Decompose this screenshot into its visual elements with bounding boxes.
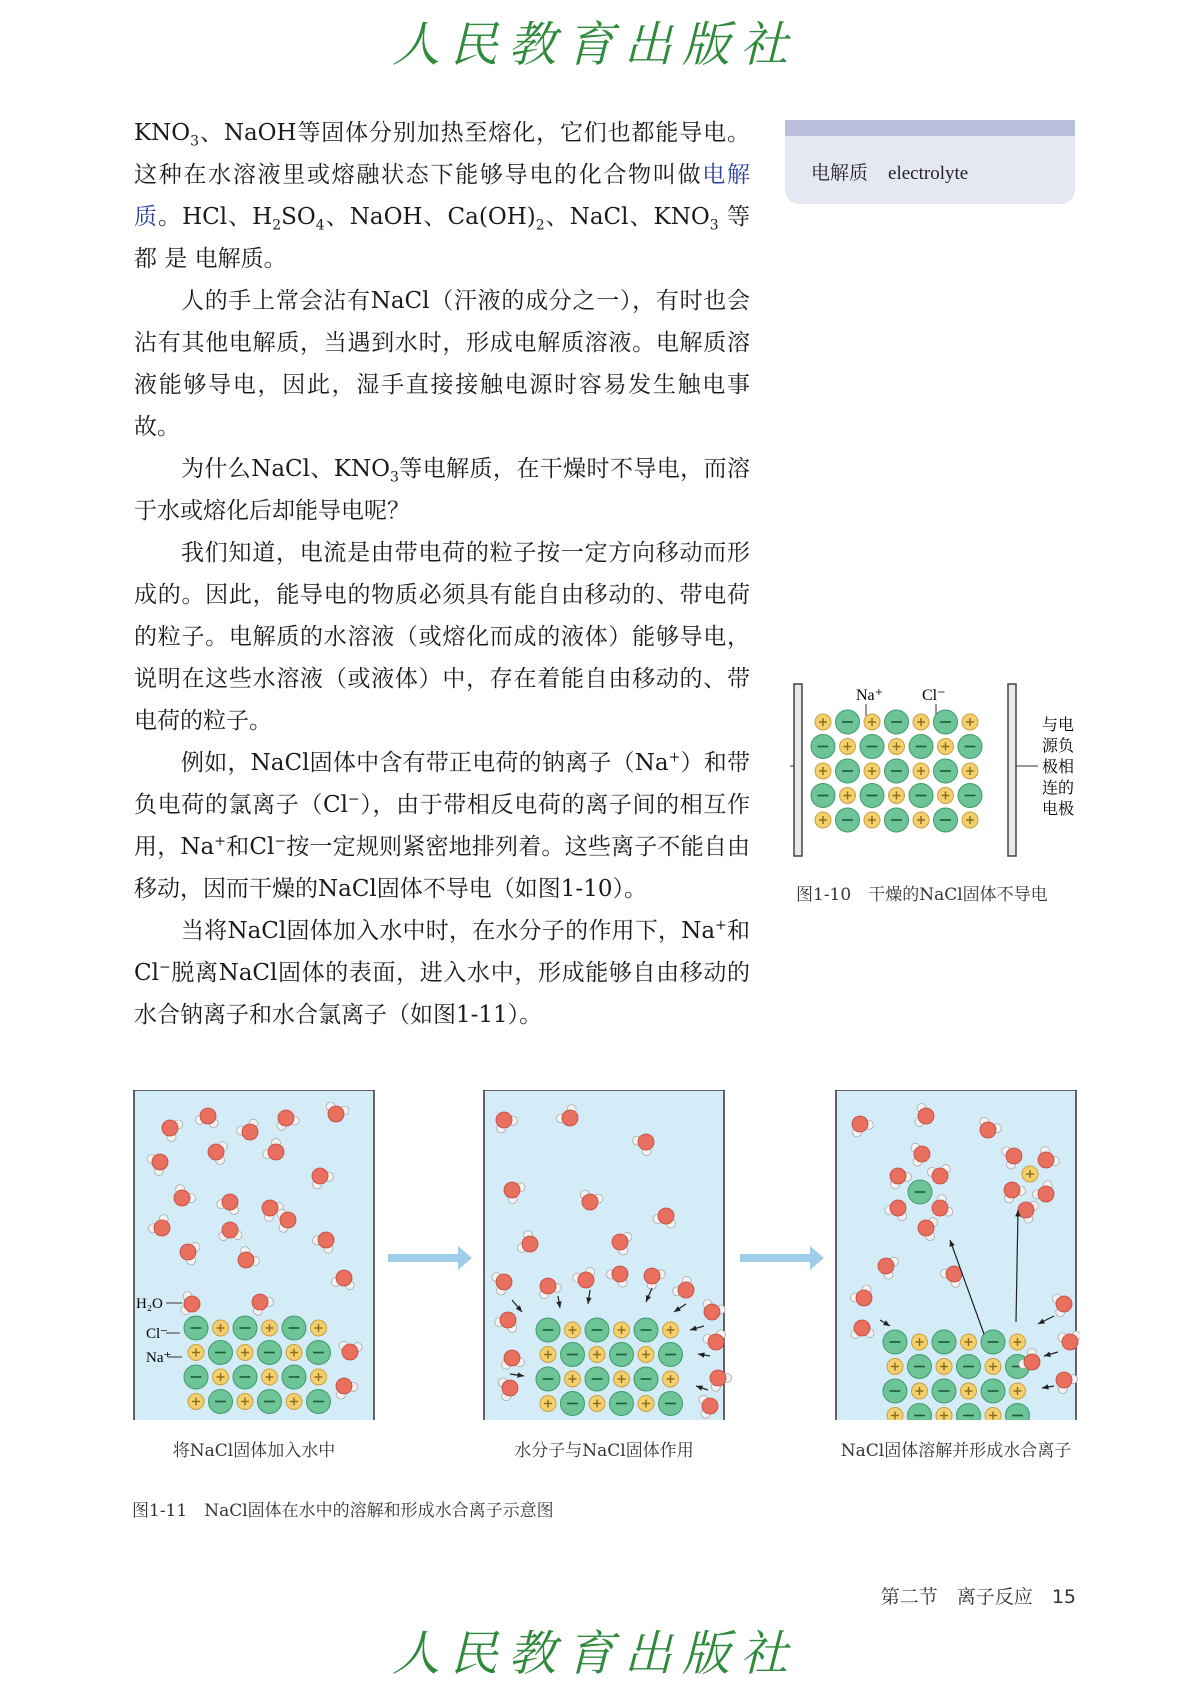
oxygen-atom [918, 1108, 934, 1124]
oxygen-atom [1056, 1296, 1072, 1312]
oxygen-atom [856, 1290, 872, 1306]
oxygen-atom [500, 1312, 516, 1328]
paragraph [134, 742, 750, 910]
oxygen-atom [328, 1106, 344, 1122]
oxygen-atom [312, 1168, 328, 1184]
body-text [134, 112, 750, 1036]
arrow-2 [740, 1246, 824, 1270]
oxygen-atom [578, 1272, 594, 1288]
text-run: 等 都 是 电解质。 [134, 204, 750, 272]
figure-1-11 [120, 1090, 1080, 1470]
oxygen-atom [946, 1266, 962, 1282]
oxygen-atom [152, 1154, 168, 1170]
glossary-entry [811, 158, 968, 185]
oxygen-atom [1006, 1148, 1022, 1164]
oxygen-atom [852, 1116, 868, 1132]
text-run: 当将NaCl固体加入水中时，在水分子的作用下，Na [181, 918, 716, 944]
paragraph [134, 112, 750, 280]
oxygen-atom [522, 1236, 538, 1252]
figure-1-10-caption: 图1-10 干燥的NaCl固体不导电 [796, 885, 1048, 905]
text-run: SO [281, 204, 316, 230]
oxygen-atom [1062, 1334, 1078, 1350]
oxygen-atom [1038, 1186, 1054, 1202]
oxygen-atom [336, 1270, 352, 1286]
text-run: + [668, 749, 681, 766]
oxygen-atom [980, 1122, 996, 1138]
right-label-line: 连的 [1042, 778, 1075, 797]
oxygen-atom [708, 1334, 724, 1350]
oxygen-atom [252, 1294, 268, 1310]
oxygen-atom [174, 1190, 190, 1206]
page-number: 15 [1051, 1586, 1076, 1608]
oxygen-atom [262, 1200, 278, 1216]
oxygen-atom [222, 1222, 238, 1238]
oxygen-atom [502, 1380, 518, 1396]
text-run: ）和带负电荷的氯离子（Cl [134, 750, 750, 818]
oxygen-atom [702, 1398, 718, 1414]
oxygen-atom [914, 1146, 930, 1162]
oxygen-atom [582, 1194, 598, 1210]
right-label-line: 与电 [1042, 715, 1075, 734]
text-run: − [348, 791, 360, 808]
oxygen-atom [890, 1168, 906, 1184]
oxygen-atom [208, 1144, 224, 1160]
text-run: 3 [190, 133, 200, 150]
right-label-line: 源负 [1042, 736, 1075, 755]
text-run: 例如，NaCl固体中含有带正电荷的钠离子（Na [181, 750, 669, 776]
right-electrode-label [1042, 715, 1074, 818]
oxygen-atom [222, 1194, 238, 1210]
paragraph [134, 910, 750, 1036]
text-run: + [715, 917, 727, 934]
publisher-logo-top: 人民教育出版社 [391, 17, 798, 73]
oxygen-atom [184, 1296, 200, 1312]
text-run: 和Cl [134, 918, 751, 986]
right-label-line: 极相 [1042, 757, 1075, 776]
text-run: 按一定规则紧密地排列着。这些离子不能自由移动，因而干燥的NaCl固体不导电（如图1-10）。 [134, 834, 750, 902]
label-h2o: H₂O [136, 1296, 163, 1312]
oxygen-atom [932, 1168, 948, 1184]
text-run: − [274, 833, 287, 850]
panel-1-caption: 将NaCl固体加入水中 [172, 1441, 336, 1461]
oxygen-atom [612, 1234, 628, 1250]
text-run: 3 [389, 469, 399, 486]
oxygen-atom [658, 1208, 674, 1224]
paragraph [134, 532, 750, 742]
oxygen-atom [1056, 1372, 1072, 1388]
text-run: 为什么NaCl、KNO [181, 456, 390, 482]
label-cl: Cl⁻ [922, 687, 946, 704]
label-na: Na⁺ [146, 1350, 172, 1366]
page-footer [881, 1582, 1076, 1609]
negative-electrode [1008, 684, 1016, 856]
oxygen-atom [918, 1220, 934, 1236]
oxygen-atom [638, 1134, 654, 1150]
oxygen-atom [200, 1108, 216, 1124]
text-run: 、NaOH等固体分别加热至熔化，它们也都能导电。这种在水溶液里或熔融状态下能够导电的化合物叫做 [134, 120, 750, 188]
oxygen-atom [854, 1320, 870, 1336]
oxygen-atom [242, 1124, 258, 1140]
text-run: 3 [709, 217, 719, 234]
figure-1-10 [790, 680, 1090, 920]
text-run: KNO [134, 120, 191, 146]
oxygen-atom [644, 1268, 660, 1284]
text-run: 4 [315, 217, 325, 234]
oxygen-atom [562, 1110, 578, 1126]
figure-1-11-drawing [120, 1090, 1080, 1420]
oxygen-atom [318, 1232, 334, 1248]
term-highlight: 电解质 [134, 162, 751, 230]
oxygen-atom [162, 1120, 178, 1136]
oxygen-atom [1018, 1202, 1034, 1218]
oxygen-atom [1004, 1182, 1020, 1198]
oxygen-atom [890, 1200, 906, 1216]
label-cl: Cl⁻ [146, 1326, 169, 1342]
oxygen-atom [504, 1350, 520, 1366]
text-run: 、NaOH、Ca(OH) [324, 204, 536, 230]
arrow-1 [388, 1246, 472, 1270]
paragraph [134, 448, 750, 532]
right-label-line: 电极 [1042, 799, 1075, 818]
oxygen-atom [268, 1144, 284, 1160]
nacl-lattice [811, 710, 982, 832]
glossary-bar [785, 120, 1075, 136]
glossary-term-zh: 电解质 [811, 162, 869, 184]
oxygen-atom [342, 1344, 358, 1360]
oxygen-atom [504, 1182, 520, 1198]
text-run: 等电解质，在干燥时不导电，而溶于水或熔化后却能导电呢？ [134, 456, 750, 524]
figure-1-11-caption: 图1-11 NaCl固体在水中的溶解和形成水合离子示意图 [132, 1501, 554, 1521]
glossary-term-en: electrolyte [888, 163, 969, 184]
panel-2-caption: 水分子与NaCl固体作用 [514, 1441, 694, 1461]
text-run: 2 [272, 217, 282, 234]
oxygen-atom [710, 1370, 726, 1386]
text-run: + [214, 833, 226, 850]
oxygen-atom [280, 1212, 296, 1228]
oxygen-atom [1024, 1354, 1040, 1370]
oxygen-atom [336, 1378, 352, 1394]
positive-electrode [794, 684, 802, 856]
text-run: ），由于带相反电荷的离子间的相互作用，Na [134, 792, 750, 860]
text-run: 2 [535, 217, 545, 234]
oxygen-atom [278, 1110, 294, 1126]
text-run: − [158, 959, 171, 976]
text-run: 和Cl [225, 834, 275, 860]
oxygen-atom [496, 1112, 512, 1128]
oxygen-atom [932, 1200, 948, 1216]
label-na: Na⁺ [856, 687, 884, 704]
glossary-box [785, 120, 1075, 204]
oxygen-atom [612, 1266, 628, 1282]
publisher-logo-bottom: 人民教育出版社 [391, 1626, 798, 1682]
paragraph [134, 280, 750, 448]
section-title: 第二节 离子反应 [880, 1586, 1033, 1608]
text-run: 、NaCl、KNO [544, 204, 710, 230]
oxygen-atom [180, 1244, 196, 1260]
text-run: 。HCl、H [158, 204, 273, 230]
oxygen-atom [154, 1220, 170, 1236]
oxygen-atom [678, 1282, 694, 1298]
panel-3-caption: NaCl固体溶解并形成水合离子 [840, 1441, 1072, 1461]
oxygen-atom [238, 1252, 254, 1268]
oxygen-atom [878, 1258, 894, 1274]
oxygen-atom [496, 1274, 512, 1290]
oxygen-atom [540, 1278, 556, 1294]
text-run: 我们知道，电流是由带电荷的粒子按一定方向移动而形成的。因此，能导电的物质必须具有能自由移动的、带电荷的粒子。电解质的水溶液（或熔化而成的液体）能够导电，说明在这些水溶液（或液体）中，存在着能自由移动的、带电荷的粒子。 [134, 540, 750, 734]
text-run: 人的手上常会沾有NaCl（汗液的成分之一），有时也会沾有其他电解质，当遇到水时，形成电解质溶液。电解质溶液能够导电，因此，湿手直接接触电源时容易发生触电事故。 [134, 288, 750, 440]
text-run: 脱离NaCl固体的表面，进入水中，形成能够自由移动的水合钠离子和水合氯离子（如图1-11）。 [134, 960, 750, 1028]
oxygen-atom [704, 1304, 720, 1320]
oxygen-atom [1038, 1152, 1054, 1168]
